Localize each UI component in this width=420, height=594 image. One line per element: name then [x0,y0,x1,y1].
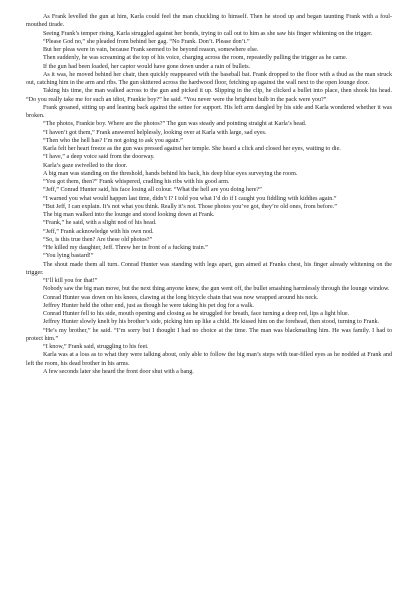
paragraph: Jeffrey Hunter held the other end, just as though he were taking his pet dog for a walk. [43,302,254,309]
paragraph: “He killed my daughter, Jeff. Threw her in front of a fucking train.” [43,245,208,251]
paragraph: “Jeff,” Conrad Hunter said, his face losing all colour. “What the hell are you doing here?” [43,187,262,194]
paragraph: “But Jeff, I can explain. It’s not what you think. Really it’s not. Those photos you’ve got, they’re old ones, from before.” [43,203,337,210]
paragraph: “The photos, Frankie boy. Where are the photos?” The gun was steady and pointing straight at Karla’s head. [43,121,307,128]
paragraph: Taking his time, the man walked across to the gun and picked it up. Slipping in the clip, he clicked a bullet into place, then shook his head. “Do you really take me for such an idiot, Frankie boy?” he said. “You never were the brightest bulb in the pack were you?” [26,88,392,103]
paragraph: “I warned you what would happen last time, didn’t I? I told you what I’d do if I caught you fiddling with kiddies again.” [43,195,337,202]
paragraph: “Please God no,” she pleaded from behind her gag. “No Frank. Don’t. Please don’t.” [43,38,250,45]
paragraph: The shout made them all turn. Conrad Hunter was standing with legs apart, gun aimed at Franks chest, his finger already whitening on the trigger. [26,261,392,276]
paragraph: Karla was at a loss as to what they were talking about, only able to follow the big man’s steps with tear-filled eyes as he nodded at Frank and left the room, his dead brother in his arms. [26,352,392,367]
paragraph: But her pleas were in vain, because Frank seemed to be beyond reason, somewhere else. [43,47,259,53]
paragraph: “He’s my brother,” he said. “I’m sorry but I thought I had no choice at the time. The man was blackmailing him. He was family. I had to protect him.” [26,327,392,342]
paragraph: Conrad Hunter fell to his side, mouth opening and closing as he struggled for breath, face turning a deep red, lips a light blue. [43,311,350,317]
paragraph: Frank groaned, sitting up and leaning back against the settee for support. His left arm dangled by his side and Karla wondered whether it was broken. [26,104,392,119]
paragraph: Jeffrey Hunter slowly knelt by his brother’s side, picking him up like a child. He kissed him on the forehead, then stood, turning to Frank. [43,319,380,326]
paragraph: “I have,” a deep voice said from the doorway. [43,154,155,161]
paragraph: If the gun had been loaded, her captor would have gone down under a rain of bullets. [43,63,251,70]
paragraph: “Then who the hell has? I’m not going to ask you again.” [43,137,183,144]
paragraph: “I’ll kill you for that!” [43,278,98,284]
paragraph: Seeing Frank’s temper rising, Karla struggled against her bonds, trying to call out to him as she saw his finger whitening on the trigger. [43,30,373,37]
paragraph: A big man was standing on the threshold, hands behind his back, his deep blue eyes surveying the room. [43,170,298,177]
paragraph: Then suddenly, he was screaming at the top of his voice, charging across the room, repeatedly pulling the trigger as he came. [43,55,348,62]
paragraph: A few seconds later she heard the front door shut with a bang. [43,368,194,375]
paragraph: “I haven’t got them,” Frank answered helplessly, looking over at Karla with large, sad eyes. [43,129,267,136]
document-page [26,13,392,376]
paragraph: Karla felt her heart freeze as the gun was pressed against her temple. She heard a click and closed her eyes, waiting to die. [43,146,341,152]
paragraph: “You lying bastard!” [43,253,94,260]
paragraph: “Jeff,” Frank acknowledge with his own nod. [43,228,154,235]
paragraph: As it was, he moved behind her chair, then quickly reappeared with the baseball bat. Frank dropped to the floor with a thud as the man struck out, catching him in the arm and ribs. The gun skittered across the hardwood floor, fetching up against the wall next to the open lounge door. [26,71,392,86]
paragraph: Nobody saw the big man move, but the next thing anyone knew, the gun went off, the bullet smashing harmlessly through the lounge window. [43,286,390,293]
paragraph: Karla’s gaze swivelled to the door. [43,162,128,169]
paragraph: “So, is this true then? Are these old photos?” [43,236,153,243]
paragraph: The big man walked into the lounge and stood looking down at Frank. [43,212,215,218]
paragraph: “You got them, then?” Frank whispered, cradling his ribs with his good arm. [43,179,230,185]
paragraph: As Frank levelled the gun at him, Karla could feel the man chuckling to himself. Then he stood up and began taunting Frank with a foul-mouthed tirade. [26,14,392,29]
paragraph: “Frank,” he said, with a slight nod of his head. [43,220,157,227]
paragraph: Conrad Hunter was down on his knees, clawing at the long bicycle chain that was now wrapped around his neck. [43,294,319,301]
paragraph: “I know,” Frank said, struggling to his feet. [43,344,149,350]
